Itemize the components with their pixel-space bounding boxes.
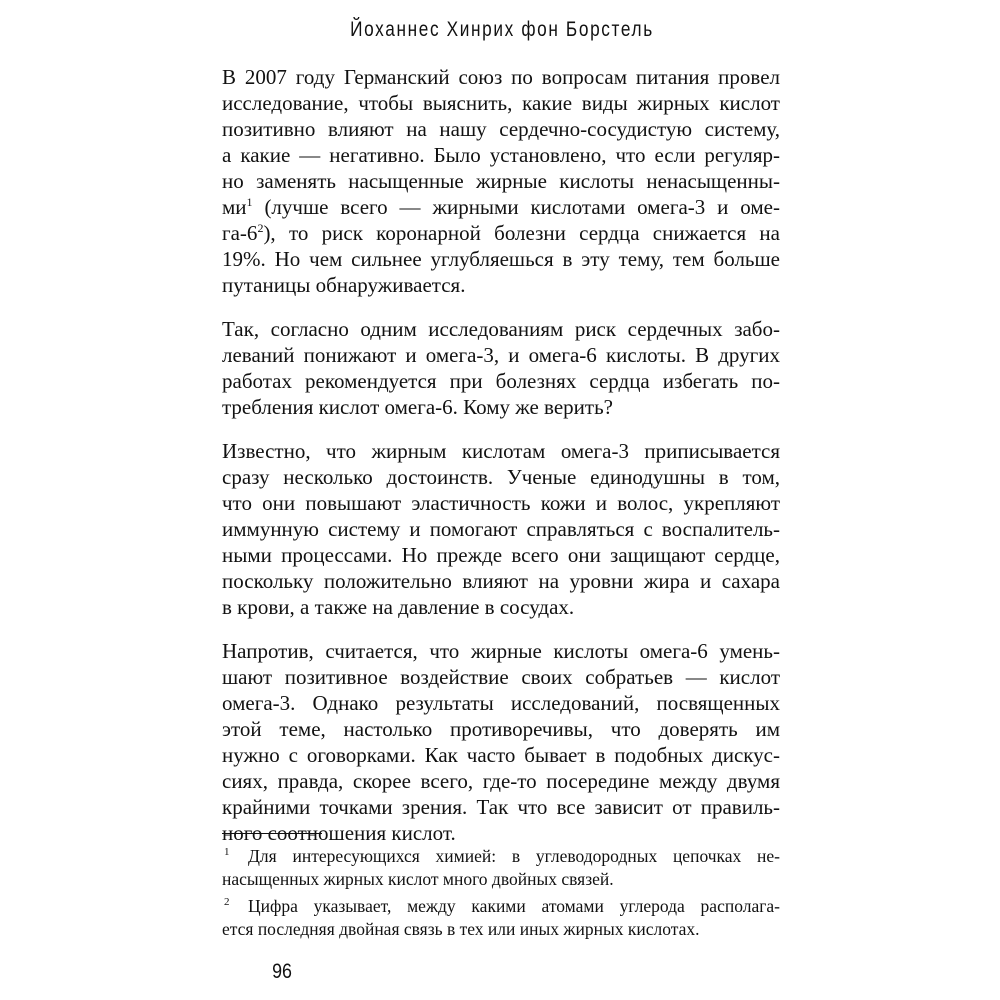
text-line: поскольку положительно влияют на уровни жира и сахара xyxy=(222,569,780,593)
text-line: работах рекомендуется при болезнях сердца избегать по- xyxy=(222,369,780,393)
footnote-line: Для интересующихся химией: в углеводородных цепочках не- xyxy=(248,846,780,866)
text-fragment: ), то риск коронарной болезни сердца снижается на xyxy=(263,221,780,245)
text-line: ного соотношения кислот. xyxy=(222,821,456,845)
text-line: сиях, правда, скорее всего, где-то посередине между двумя xyxy=(222,769,780,793)
text-line: требления кислот омега-6. Кому же верить? xyxy=(222,395,613,419)
text-line: иммунную систему и помогают справляться с воспалитель- xyxy=(222,517,780,541)
text-line: В 2007 году Германский союз по вопросам питания провел xyxy=(222,65,780,89)
text-line-with-footnote-1 xyxy=(222,194,780,220)
footnote-ref-1: 1 xyxy=(246,195,253,209)
page-number: 96 xyxy=(272,960,292,983)
footnotes xyxy=(222,845,780,945)
text-line: сразу несколько достоинств. Ученые единодушны в том, xyxy=(222,465,780,489)
text-line: нужно с оговорками. Как часто бывает в подобных дискус- xyxy=(222,743,780,767)
text-line: но заменять насыщенные жирные кислоты ненасыщенны- xyxy=(222,169,780,193)
text-line-with-footnote-2 xyxy=(222,220,780,246)
text-line: шают позитивное воздействие своих собратьев — кислот xyxy=(222,665,780,689)
footnote-line: Цифра указывает, между какими атомами углерода располага- xyxy=(248,896,780,916)
text-line: Напротив, считается, что жирные кислоты омега-6 умень- xyxy=(222,639,780,663)
paragraph-4 xyxy=(222,638,780,846)
text-line: Так, согласно одним исследованиям риск сердечных забо- xyxy=(222,317,780,341)
footnote-line: насыщенных жирных кислот много двойных связей. xyxy=(222,869,614,889)
footnote-text xyxy=(222,895,780,941)
text-line: крайними точками зрения. Так что все зависит от правиль- xyxy=(222,795,780,819)
footnote-number: 2 xyxy=(224,896,230,908)
text-line: ными процессами. Но прежде всего они защищают сердце, xyxy=(222,543,780,567)
text-line: исследование, чтобы выяснить, какие виды жирных кислот xyxy=(222,91,780,115)
text-fragment: (лучше всего — жирными кислотами омега-3 и оме- xyxy=(264,195,780,219)
body-text xyxy=(222,64,780,864)
text-line: позитивно влияют на нашу сердечно-сосудистую систему, xyxy=(222,117,780,141)
paragraph-1 xyxy=(222,64,780,298)
text-line: в крови, а также на давление в сосудах. xyxy=(222,595,575,619)
text-line: Известно, что жирным кислотам омега-3 приписывается xyxy=(222,439,780,463)
footnote-1 xyxy=(222,845,780,891)
text-fragment: га-6 xyxy=(222,221,258,245)
footnote-ref-2: 2 xyxy=(257,221,264,235)
footnote-number: 1 xyxy=(224,846,230,858)
text-line: что они повышают эластичность кожи и волос, укрепляют xyxy=(222,491,780,515)
paragraph-3 xyxy=(222,438,780,620)
text-line: этой теме, настолько противоречивы, что доверять им xyxy=(222,717,780,741)
text-line: омега-3. Однако результаты исследований, посвященных xyxy=(222,691,780,715)
running-head: Йоханнес Хинрих фон Борстель xyxy=(350,18,654,41)
footnote-separator xyxy=(222,833,322,834)
text-line: а какие — негативно. Было установлено, что если регуляр- xyxy=(222,143,780,167)
text-line: путаницы обнаруживается. xyxy=(222,273,466,297)
text-fragment: ми xyxy=(222,195,247,219)
text-line: леваний понижают и омега-3, и омега-6 кислоты. В других xyxy=(222,343,780,367)
footnote-text xyxy=(222,845,780,891)
footnote-2 xyxy=(222,895,780,941)
footnote-line: ется последняя двойная связь в тех или иных жирных кислотах. xyxy=(222,919,700,939)
paragraph-2 xyxy=(222,316,780,420)
text-line: 19%. Но чем сильнее углубляешься в эту тему, тем больше xyxy=(222,247,780,271)
